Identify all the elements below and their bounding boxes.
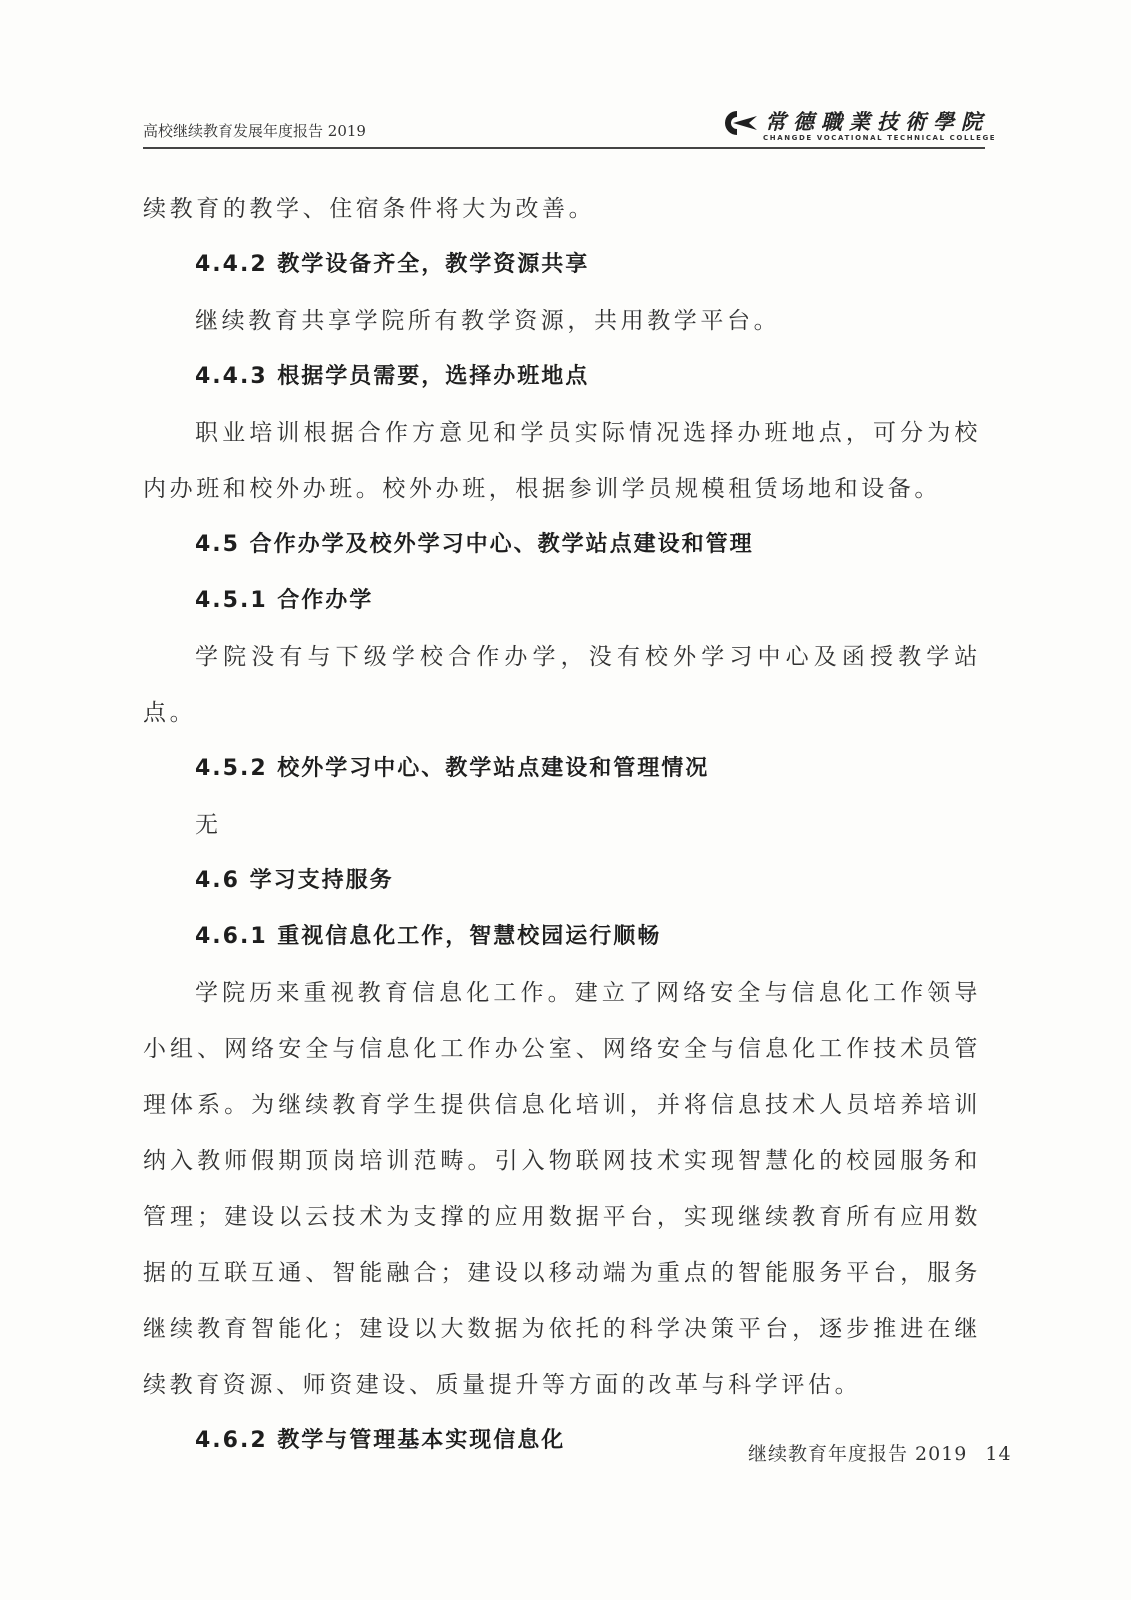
college-logo xyxy=(715,106,997,146)
header-title: 高校继续教育发展年度报告 2019 xyxy=(143,122,366,140)
paragraph: 学院历来重视教育信息化工作。建立了网络安全与信息化工作领导小组、网络安全与信息化工作办公室、网络安全与信息化工作技术员管理体系。为继续教育学生提供信息化培训，并将信息技术人员培养培训纳入教师假期顶岗培训范畴。引入物联网技术实现智慧化的校园服务和管理；建设以云技术为支撑的应用数据平台，实现继续教育所有应用数据的互联互通、智能融合；建设以移动端为重点的智能服务平台，服务继续教育智能化；建设以大数据为依托的科学决策平台，逐步推进在继续教育资源、师资建设、质量提升等方面的改革与科学评估。 xyxy=(143,980,981,1398)
paragraph: 职业培训根据合作方意见和学员实际情况选择办班地点，可分为校内办班和校外办班。校外办班，根据参训学员规模租赁场地和设备。 xyxy=(143,420,981,502)
paragraph: 继续教育共享学院所有教学资源，共用教学平台。 xyxy=(195,308,781,334)
section-heading: 4.6.2 教学与管理基本实现信息化 xyxy=(195,1428,566,1453)
section-heading: 4.6.1 重视信息化工作，智慧校园运行顺畅 xyxy=(195,924,662,949)
footer-text: 继续教育年度报告 2019 xyxy=(748,1443,968,1465)
paragraph: 无 xyxy=(195,812,222,838)
college-logo-icon xyxy=(715,108,759,138)
section-heading: 4.6 学习支持服务 xyxy=(195,868,394,893)
page-number: 14 xyxy=(985,1443,1012,1465)
section-heading: 4.5 合作办学及校外学习中心、教学站点建设和管理 xyxy=(195,532,754,557)
paragraph: 续教育的教学、住宿条件将大为改善。 xyxy=(143,196,596,222)
paragraph: 学院没有与下级学校合作办学，没有校外学习中心及函授教学站点。 xyxy=(143,644,981,726)
section-heading: 4.4.3 根据学员需要，选择办班地点 xyxy=(195,364,590,389)
section-heading: 4.5.2 校外学习中心、教学站点建设和管理情况 xyxy=(195,756,710,781)
logo-chinese-name: 常德職業技術學院 xyxy=(765,109,989,134)
page-header xyxy=(143,100,997,148)
header-divider xyxy=(143,147,985,149)
section-heading: 4.5.1 合作办学 xyxy=(195,588,374,613)
page-footer xyxy=(748,1439,1012,1466)
logo-english-name: CHANGDE VOCATIONAL TECHNICAL COLLEGE xyxy=(763,134,997,142)
section-heading: 4.4.2 教学设备齐全，教学资源共享 xyxy=(195,252,590,277)
document-body xyxy=(143,181,981,1469)
